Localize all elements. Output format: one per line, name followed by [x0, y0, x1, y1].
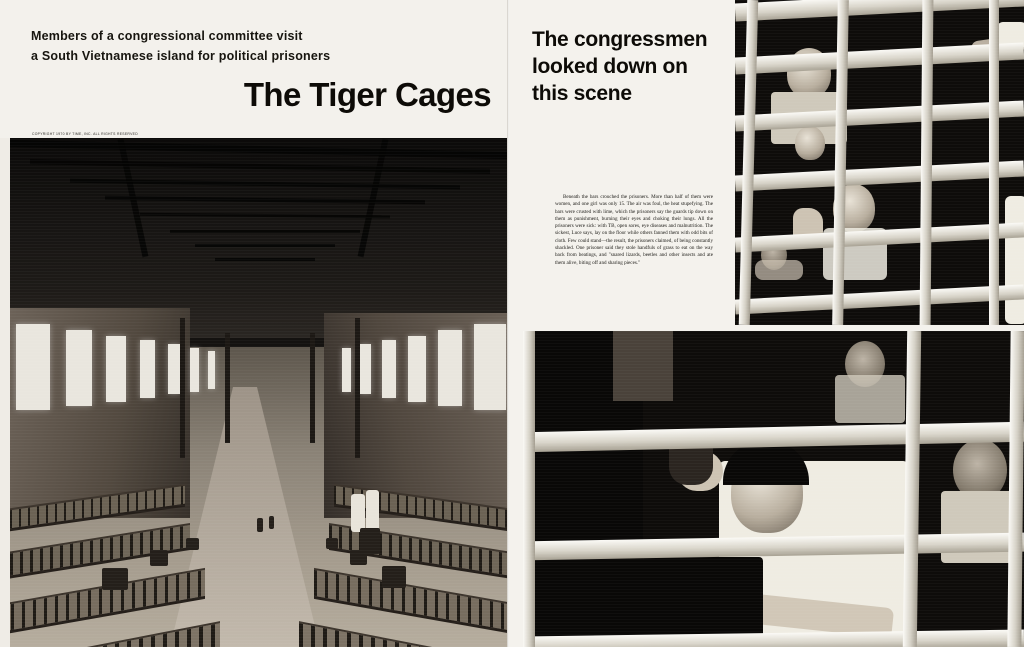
standing-figure-dark: [360, 528, 380, 554]
rafter-beam: [195, 244, 335, 247]
window-opening: [16, 324, 50, 410]
cage-bar-vertical: [523, 331, 535, 647]
right-page-headline: [532, 26, 732, 107]
guard-figure: [1005, 196, 1024, 324]
kicker-text: [31, 26, 361, 66]
kicker-line-1: Members of a congressional committee visit: [31, 29, 303, 43]
dark-cell: [613, 331, 673, 401]
left-page-header: [0, 0, 509, 138]
bucket: [102, 568, 128, 590]
rafter-beam: [215, 258, 315, 261]
window-opening: [106, 336, 126, 402]
headline-line-2: looked down on: [532, 55, 688, 78]
window-opening: [168, 344, 180, 394]
window-opening: [474, 324, 506, 410]
window-opening: [360, 344, 371, 394]
barracks-interior-photo: [10, 138, 509, 647]
window-opening: [408, 336, 426, 402]
right-page: [509, 0, 1024, 647]
standing-figure: [351, 494, 365, 532]
prisoners-behind-bars-photo: [735, 0, 1024, 325]
headline-line-1: The congressmen: [532, 28, 708, 51]
cage-bar-vertical: [989, 0, 999, 325]
prisoner-arm: [755, 260, 803, 280]
bucket: [186, 538, 199, 550]
window-opening: [208, 351, 215, 389]
bucket: [382, 566, 406, 588]
window-opening: [438, 330, 462, 406]
window-opening: [342, 348, 351, 392]
window-opening: [140, 340, 155, 398]
standing-figure: [366, 490, 379, 532]
headline-line-3: this scene: [532, 82, 632, 105]
window-opening: [190, 348, 199, 392]
window-opening: [66, 330, 92, 406]
page-title: The Tiger Cages: [243, 76, 491, 113]
support-post: [355, 318, 360, 458]
prisoners-in-cage-photo: [523, 331, 1024, 647]
bucket: [326, 538, 338, 549]
article-body-text: [555, 194, 713, 267]
prisoner-body-back: [835, 375, 905, 423]
support-post: [225, 333, 230, 443]
window-opening: [382, 340, 396, 398]
standing-figure-dark: [269, 516, 274, 529]
copyright-notice: COPYRIGHT 1970 BY TIME, INC. ALL RIGHTS RESERVED: [32, 132, 138, 136]
bucket: [150, 550, 168, 566]
prisoner-face: [795, 126, 825, 160]
rafter-beam: [170, 230, 360, 233]
support-post: [180, 318, 185, 458]
kicker-line-2: a South Vietnamese island for political prisoners: [31, 49, 331, 63]
standing-figure-dark: [257, 518, 263, 532]
left-page: [0, 0, 509, 647]
cage-bar-vertical: [1007, 331, 1024, 647]
support-post: [310, 333, 315, 443]
body-paragraph: Beneath the bars crouched the prisoners. More than half of them were women, and one girl was only 15. The air was foul, the heat stupefying. The bars were crusted with lime, which the prisoners say the guards tip down on them as punishment, burning their eyes and choking their lungs. All the prisoners were sick: with TB, open sores, eye diseases and malnutrition. The sickest, Luce says, lay on the floor while others fanned them with odd bits of cloth. Few could stand—the result, the prisoners claimed, of being constantly shackled. One prisoner said they stole handfuls of grass to eat on the way back from beatings, and "snared lizards, beetles and other insects and ate them alive, biting off and sharing pieces.": [555, 194, 713, 266]
